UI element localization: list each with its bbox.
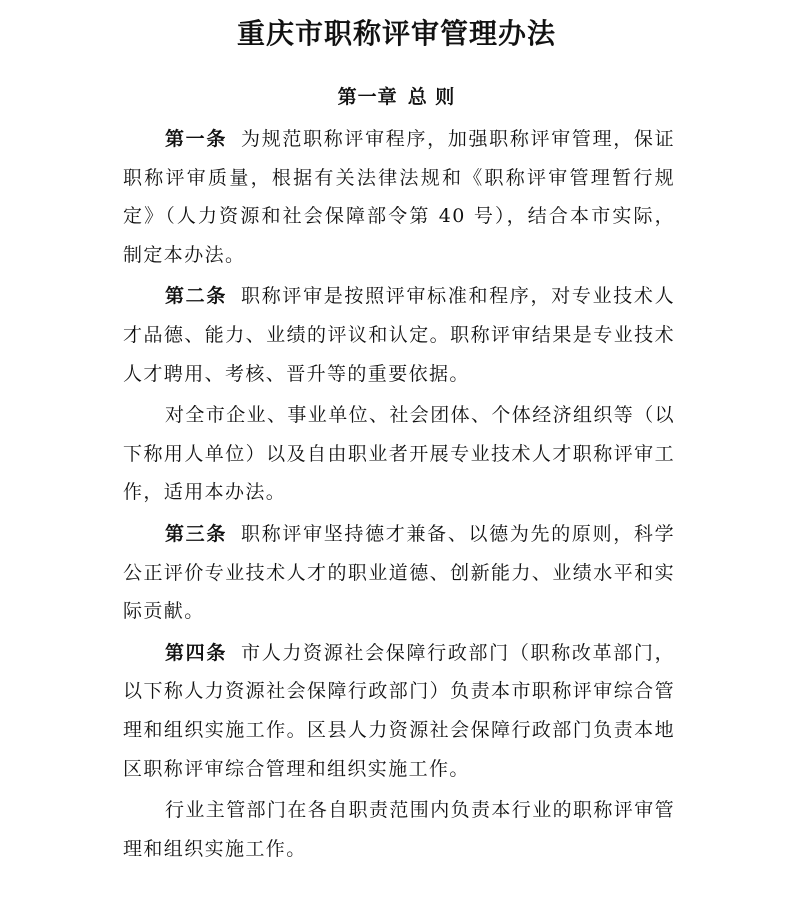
paragraph-article-2 bbox=[123, 277, 675, 393]
article-number: 第一条 bbox=[165, 128, 228, 150]
paragraph-article-1 bbox=[123, 120, 675, 274]
paragraph-text: 职称评审是按照评审标准和程序，对专业技术人才品德、能力、业绩的评议和认定。职称评审结果是专业技术人才聘用、考核、晋升等的重要依据。 bbox=[123, 285, 676, 385]
paragraph-text: 市人力资源社会保障行政部门（职称改革部门，以下称人力资源社会保障行政部门）负责本市职称评审综合管理和组织实施工作。区县人力资源社会保障行政部门负责本地区职称评审综合管理和组织实施工作。 bbox=[123, 641, 676, 780]
article-number: 第四条 bbox=[165, 641, 228, 664]
paragraph-text: 行业主管部门在各自职责范围内负责本行业的职称评审管理和组织实施工作。 bbox=[123, 799, 676, 860]
paragraph-article-3 bbox=[123, 515, 675, 631]
chapter-number: 第一章 bbox=[337, 86, 398, 108]
article-number: 第三条 bbox=[165, 522, 228, 545]
paragraph-text: 职称评审坚持德才兼备、以德为先的原则，科学公正评价专业技术人才的职业道德、创新能力、业绩水平和实际贡献。 bbox=[123, 522, 676, 623]
paragraph-article-4-industry bbox=[123, 791, 675, 868]
paragraph-article-2-scope bbox=[123, 396, 675, 512]
document-body bbox=[123, 120, 675, 871]
paragraph-text: 为规范职称评审程序，加强职称评审管理，保证职称评审质量，根据有关法律法规和《职称评审管理暂行规定》（人力资源和社会保障部令第 40 号），结合本市实际，制定本办法。 bbox=[123, 128, 676, 266]
paragraph-article-4 bbox=[123, 634, 675, 788]
article-number: 第二条 bbox=[165, 285, 228, 308]
paragraph-text: 对全市企业、事业单位、社会团体、个体经济组织等（以下称用人单位）以及自由职业者开展专业技术人才职称评审工作，适用本办法。 bbox=[123, 404, 676, 504]
chapter-heading bbox=[0, 82, 793, 112]
document-title: 重庆市职称评审管理办法 bbox=[236, 17, 556, 50]
chapter-name: 总 则 bbox=[407, 86, 456, 108]
